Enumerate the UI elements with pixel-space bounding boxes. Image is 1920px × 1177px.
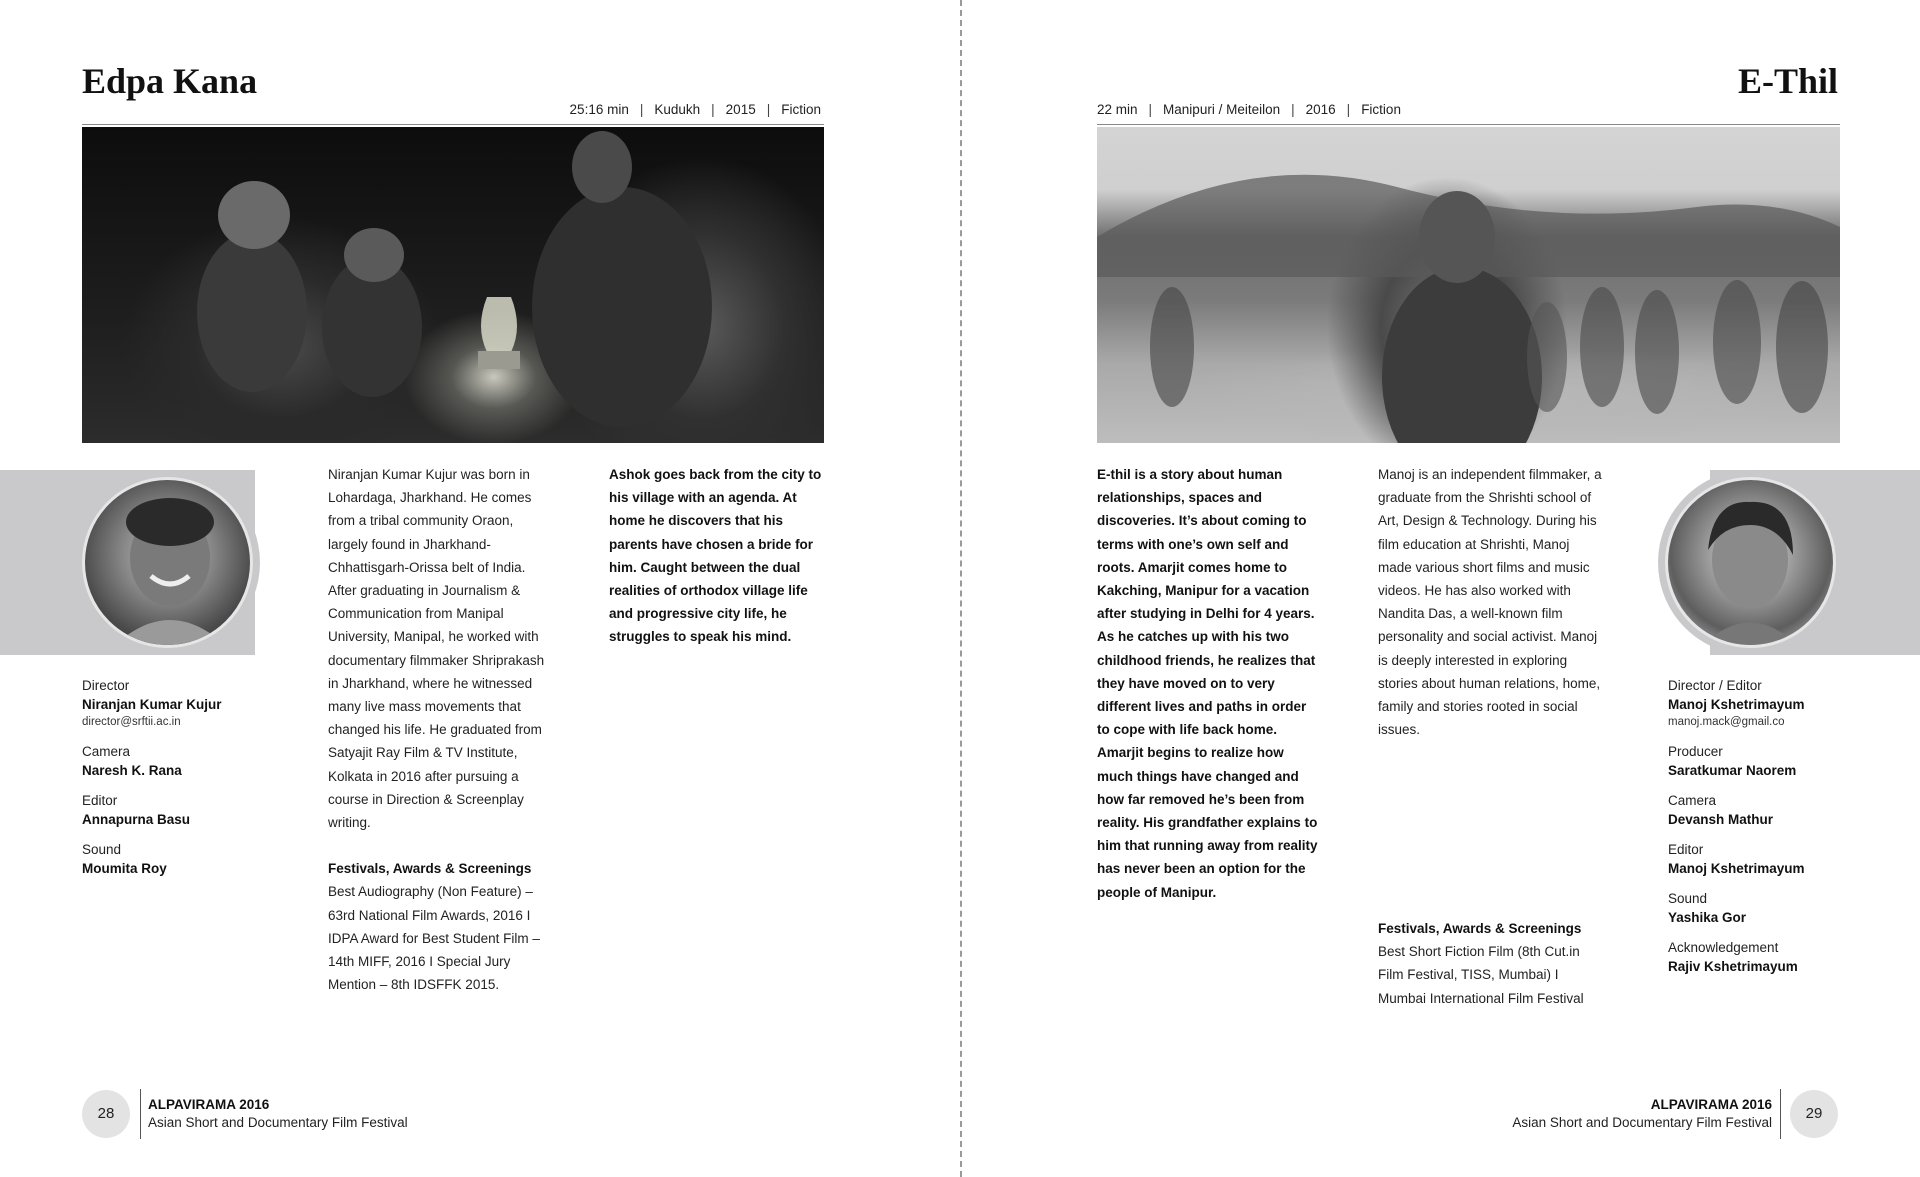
director-bio: Niranjan Kumar Kujur was born in Lohardaga, Jharkhand. He comes from a tribal community Oraon, largely found in Jharkhand-Chhattisgarh-Orissa belt of India. After graduating in Journalism & Communication from Manipal University, Manipal, he worked with documentary filmmaker Shriprakash in Jharkhand, where he witnessed many live mass movements that changed his life. He graduated from Satyajit Ray Film & TV Institute, Kolkata in 2016 after pursuing a course in Direction & Screenplay writing. (328, 467, 545, 831)
left-credits (82, 676, 222, 889)
left-language: Kudukh (654, 102, 701, 117)
credit-name: Annapurna Basu (82, 812, 191, 827)
left-film-title: Edpa Kana (82, 61, 258, 101)
director-email: manoj.mack@gmail.co (1668, 716, 1785, 728)
left-synopsis: Ashok goes back from the city to his village with an agenda. At home he discovers that his parents have chosen a bride for him. Caught between the dual realities of orthodox village life and progressive city life, he struggles to speak his mind. (609, 467, 822, 645)
left-still-image (82, 127, 824, 443)
right-language: Manipuri / Meiteilon (1163, 102, 1281, 117)
left-page-number: 28 (82, 1090, 130, 1138)
credit-name: Manoj Kshetrimayum (1668, 697, 1805, 712)
page-fold-divider (960, 0, 962, 1177)
right-year: 2016 (1305, 102, 1336, 117)
director-email: director@srftii.ac.in (82, 716, 181, 728)
credit-role: Sound (1668, 891, 1708, 906)
left-footer-divider (140, 1089, 141, 1139)
left-year: 2015 (725, 102, 756, 117)
credit-role: Sound (82, 842, 122, 857)
left-footer-text (148, 1096, 408, 1132)
left-portrait-image (85, 480, 250, 645)
credit-role: Camera (1668, 793, 1717, 808)
credit-name: Saratkumar Naorem (1668, 763, 1797, 778)
credit-role: Director (82, 678, 130, 693)
festivals-heading: Festivals, Awards & Screenings (328, 861, 532, 877)
right-synopsis: E-thil is a story about human relationships, spaces and discoveries. It’s about coming to terms with one’s own self and roots. Amarjit comes home to Kakching, Manipur for a vacation after studying in Delhi for 4 years. As he catches up with his two childhood friends, he realizes that they have moved on to very different lives and paths in order to cope with life back home. Amarjit begins to realize how much things have changed and how far removed he’s been from reality. His grandfather explains to him that running away from reality has never been an option for the people of Manipur. (1097, 467, 1318, 900)
right-footer-divider (1780, 1089, 1781, 1139)
credit-name: Niranjan Kumar Kujur (82, 697, 222, 712)
credit-name: Rajiv Kshetrimayum (1668, 959, 1798, 974)
footer-festival-name: ALPAVIRAMA 2016 (1650, 1097, 1772, 1112)
credit-name: Moumita Roy (82, 861, 167, 876)
right-still-image (1097, 127, 1840, 443)
credit-name: Naresh K. Rana (82, 763, 182, 778)
left-director-portrait (82, 477, 253, 648)
footer-festival-subtitle: Asian Short and Documentary Film Festival (1512, 1115, 1772, 1130)
credit-role: Camera (82, 744, 131, 759)
footer-festival-name: ALPAVIRAMA 2016 (148, 1097, 270, 1112)
right-credits (1668, 676, 1805, 987)
credit-role: Director / Editor (1668, 678, 1762, 693)
right-director-bio: Manoj is an independent filmmaker, a graduate from the Shrishti school of Art, Design & Technology. During his film education at Shrishti, Manoj made various short films and music videos. He has also worked with Nandita Das, a well-known film personality and social activist. Manoj is deeply interested in exploring stories about human relations, home, family and stories rooted in social issues. (1378, 467, 1602, 738)
right-film-meta: 22 min | Manipuri / Meiteilon | 2016 | Fiction (1097, 102, 1401, 117)
left-film-meta: 25:16 min | Kudukh | 2015 | Fiction (569, 102, 821, 117)
right-film-still (1097, 127, 1840, 443)
right-page-number: 29 (1790, 1090, 1838, 1138)
credit-name: Manoj Kshetrimayum (1668, 861, 1805, 876)
right-duration: 22 min (1097, 102, 1138, 117)
right-footer-text (1512, 1096, 1772, 1132)
credit-role: Editor (82, 793, 118, 808)
left-film-still (82, 127, 824, 443)
right-title-rule (1097, 124, 1840, 125)
credit-name: Yashika Gor (1668, 910, 1747, 925)
festivals-heading: Festivals, Awards & Screenings (1378, 921, 1582, 936)
credit-name: Devansh Mathur (1668, 812, 1774, 827)
right-festivals-column (1378, 917, 1603, 1010)
right-film-title: E-Thil (1737, 61, 1838, 101)
footer-festival-subtitle: Asian Short and Documentary Film Festival (148, 1115, 408, 1130)
left-genre: Fiction (781, 102, 821, 117)
credit-role: Acknowledgement (1668, 940, 1779, 955)
left-title-rule (82, 124, 824, 125)
credit-role: Producer (1668, 744, 1723, 759)
credit-role: Editor (1668, 842, 1704, 857)
right-portrait-image (1668, 480, 1833, 645)
right-director-portrait (1665, 477, 1836, 648)
festivals-text: Best Audiography (Non Feature) – 63rd National Film Awards, 2016 I IDPA Award for Best Student Film – 14th MIFF, 2016 I Special Jury Mention – 8th IDSFFK 2015. (328, 884, 540, 993)
festivals-text: Best Short Fiction Film (8th Cut.in Film Festival, TISS, Mumbai) I Mumbai International Film Festival (1378, 944, 1584, 1006)
right-genre: Fiction (1361, 102, 1401, 117)
left-duration: 25:16 min (569, 102, 629, 117)
left-director-bio-column (328, 463, 548, 996)
